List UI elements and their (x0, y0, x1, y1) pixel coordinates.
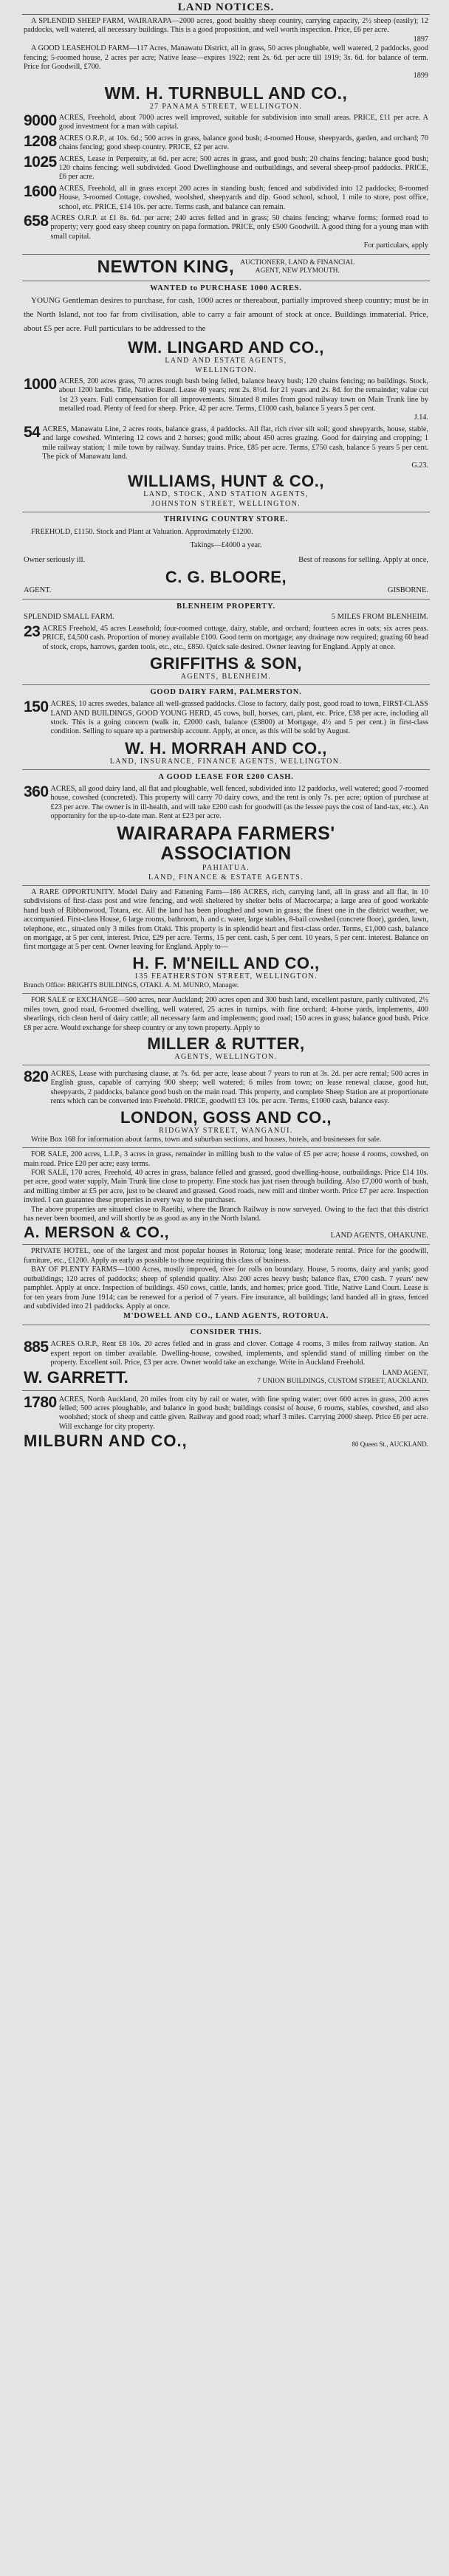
miller-rutter-advert (22, 994, 430, 1065)
lot-acreage: 1000 (24, 375, 57, 393)
agent-subtitle: PAHIATUA. (202, 863, 250, 872)
lot-item (24, 182, 428, 212)
lot-acreage: 885 (24, 1339, 49, 1356)
lot-item (24, 785, 428, 822)
agent-subtitle-line: AUCTIONEER, LAND & FINANCIAL (240, 258, 355, 267)
mcdowell-advert (22, 1245, 430, 1325)
sale-text-2: FOR SALE, 170 acres, Freehold, 40 acres in grass, balance felled and grassed, good dwelling-house, outbuildings. Price £14 10s. per acre, good water supply, Main Trunk line close to property. Fine stock has just risen through building. Also £7,000 worth of bush, and milling timber at £5 per acre, just to be cleared and grassed. Good roads, new mill and timber worth. Price £7 per acre. Inspection invited. I can guarantee these properties in every way to the purchaser. (24, 1168, 428, 1205)
lot-text: ACRES O.R.P., at 10s. 6d.; 500 acres in grass, balance good bush; 4-roomed House, sheepyards, garden, and orchard; 70 chains fencing; good sheep country. PRICE, £2 per acre. (58, 134, 428, 152)
lot-acreage: 1780 (24, 1393, 57, 1411)
merson-advert (22, 1148, 430, 1245)
milburn-advert (22, 1391, 430, 1454)
lot-text: ACRES, Freehold, all in grass except 200 acres in standing bush; fenced and subdivided into 12 paddocks; 8-roomed House, 3-roomed Cottage, cowshed, woolshed, sheepyards and dip. Good school, school, 1 mile to store, post office, school, etc. PRICE, £14 10s. per acre. Terms cash, and balance can remain. (58, 184, 428, 211)
garrett-advert (22, 1325, 430, 1390)
agent-name: M'DOWELL AND CO., LAND AGENTS, ROTORUA. (123, 1312, 329, 1321)
section-heading: THRIVING COUNTRY STORE. (163, 515, 289, 523)
lot-text: ACRES O.R.P. at £1 8s. 6d. per acre; 240 acres felled and in grass; 50 chains fencing; wharve forms; formed road to property; very good easy sheep country on papa formation. PRICE, only £500 Goodwill. A good thing for a young man with small capital. (50, 214, 428, 241)
agent-subtitle: LAND, STOCK, AND STATION AGENTS, (143, 490, 309, 498)
store-price: FREEHOLD, £1150. Stock and Plant at Valuation. Approximately £1200. (31, 527, 253, 536)
lot-item (24, 1070, 428, 1107)
agent-name: MILLER & RUTTER, (147, 1034, 305, 1053)
lot-item (24, 111, 428, 132)
agent-name: LONDON, GOSS AND CO., (120, 1107, 332, 1127)
agent-line (24, 1225, 428, 1241)
lot-acreage: 1600 (24, 182, 57, 200)
agent-name: GRIFFITHS & SON, (150, 654, 302, 673)
lot-item (24, 700, 428, 737)
lot-item (24, 425, 428, 462)
agent-name: WM. H. TURNBULL AND CO., (104, 83, 348, 103)
lot-text: ACRES, Lease in Perpetuity, at 6d. per acre; 500 acres in grass, and good bush; 20 chains fencing; balance good bush; 120 chains fencing; well subdivided. Good Dwellinghouse and outbuildings, and several sheep-proof paddocks. PRICE, £6 per acre. (58, 154, 428, 182)
subheading-line (24, 612, 428, 622)
dairy-farm-advert (22, 685, 430, 770)
agent-subtitle: JOHNSTON STREET, WELLINGTON. (151, 499, 301, 508)
sale-text-1: FOR SALE, 200 acres, L.I.P., 3 acres in grass, remainder in milling bush to the value of £5 per acre; house 4 rooms, cowshed, on main road. Price £20 per acre; easy terms. (24, 1150, 428, 1168)
turnbull-advert (22, 15, 430, 255)
mcneill-advert (22, 886, 430, 994)
lot-acreage: 658 (24, 213, 49, 230)
branch-office: Branch Office: BRIGHTS BUILDINGS, OTAKI. A. M. MUNRO, Manager. (24, 981, 239, 989)
agent-line (24, 1368, 428, 1387)
lot-text: ACRES, North Auckland, 20 miles from city by rail or water, with fine spring water; over 600 acres in grass, 200 acres felled; 500 acres ploughable, and balance in good bush; buildings consist of house, 6 rooms, stables, cowshed, and also woolshed; stock of sheep and cattle given. Railway and good road; wharf 3 miles. Carrying 2000 sheep. Price £6 per acre. Will exchange for city property. (58, 1395, 428, 1431)
agent-name: C. G. BLOORE, (165, 567, 287, 586)
owner-line (24, 555, 428, 566)
newton-king-advert (22, 255, 430, 281)
agent-name: H. F. M'NEILL AND CO., (132, 953, 320, 972)
section-heading: BLENHEIM PROPERTY. (176, 602, 275, 611)
country-store-advert (22, 512, 430, 600)
railway-note: The above properties are situated close to Raetihi, where the Branch Railway is now surveyed. Owing to the fact that this district has never been boomed, and will shortly be as good as any in the North Island. (24, 1205, 428, 1223)
section-heading: GOOD DAIRY FARM, PALMERSTON. (150, 688, 302, 697)
particulars-line: For particulars, apply (363, 241, 428, 250)
lot-text: ACRES, Lease with purchasing clause, at 7s. 6d. per acre, lease about 7 years to run at 3s. 2d. per acre rental; 500 acres in English grass, capable of carrying 900 sheep; well watered; 6 miles from town; on lease renewal clause, good hut, sheepyards, 2 paddocks, balance good bush on the main road. This property, and complete Sheep Station are at proportionate rents which can be converted into Freehold. PRICE, goodwill £3 10s. per acre. Terms, £1000 cash, balance easy. (50, 1070, 428, 1106)
lot-item (24, 134, 428, 153)
section-heading: CONSIDER THIS. (190, 1328, 262, 1337)
agent-name: WILLIAMS, HUNT & CO., (128, 471, 324, 490)
agent-name: WAIRARAPA FARMERS' (117, 823, 335, 845)
box-note: Write Box 168 for information about farms, town and suburban sections, and houses, hotels, and businesses for sale. (31, 1135, 382, 1144)
section-heading: A GOOD LEASE FOR £200 CASH. (158, 772, 294, 781)
lot-acreage: 23 (24, 622, 41, 640)
lot-acreage: 820 (24, 1068, 49, 1086)
agent-subtitle: WELLINGTON. (195, 365, 257, 374)
page-title: LAND NOTICES. (22, 0, 430, 15)
store-takings: Takings—£4000 a year. (190, 541, 262, 550)
ref-number: 1899 (413, 72, 428, 80)
london-goss-advert (22, 1065, 430, 1148)
lot-text: ACRES, Freehold, about 7000 acres well improved, suitable for subdivision into small areas. PRICE, £11 per acre. A good investment for a man with capital. (58, 113, 428, 131)
agent-name: W. H. MORRAH AND CO., (125, 738, 327, 758)
agent-role: LAND AGENTS, OHAKUNE. (330, 1232, 428, 1240)
ref-number: 1897 (413, 35, 428, 44)
agent-address: 135 FEATHERSTON STREET, WELLINGTON. (134, 972, 318, 980)
agent-subtitle (240, 259, 354, 275)
owner-note: Owner seriously ill. (24, 555, 86, 564)
lot-text: ACRES Freehold, 45 acres Leasehold; four-roomed cottage, dairy, stable, and orchard; fourteen acres in oats; six acres peas. PRICE, £4,500 cash. Proportion of money available £100. Good term on mortgage; any drainage now required; grazing 60 head of stock, crops, harrows, garden tools, etc., etc., £850. Quick sale desired. Owner leaving for England. Apply at once. (42, 624, 428, 651)
wanted-advert (22, 281, 430, 512)
agent-address: 80 Queen St., AUCKLAND. (352, 1440, 428, 1449)
lot-acreage: 54 (24, 423, 41, 441)
lot-acreage: 9000 (24, 111, 57, 129)
good-lease-advert (22, 770, 430, 886)
agent-subtitle-line: AGENT, NEW PLYMOUTH. (255, 267, 340, 275)
sheep-farm-text: A SPLENDID SHEEP FARM, WAIRARAPA—2000 acres, good healthy sheep country, carrying capacity, 2½ sheep (easily); 12 paddocks, well watered, all necessary buildings. This is a good proposition, and well worth inspection. Price, £6 per acre. (24, 17, 428, 35)
lot-text: ACRES, Manawatu Line, 2 acres roots, balance grass, 4 paddocks. All flat, rich river silt soil; good sheepyards, house, stable, and large cowshed. Wintering 12 cows and 2 horses; good milk; about 450 acres grazing. Good for dairying and cropping; 1 mile railway station; 1 mile town by railway. Sunday trains. Price, £85 per acre. Terms, £750 cash, balance 5 years 5 per cent. The pick of Manawatu land. (42, 425, 428, 461)
agent-name: WM. LINGARD AND CO., (128, 337, 324, 357)
sale-exchange-text: FOR SALE or EXCHANGE—500 acres, near Auckland; 200 acres open and 300 bush land, excellent pasture, partly cultivated, 2½ miles town, good road, 6-roomed dwelling, well watered, 25 acres in turnips, with fine orchard; 4-horse yards, implements, 400 shearlings, rich clean herd of dairy cattle; all necessary farm and implements; good road; 150 acres in grass; balance good bush. Price £8 per acre. Would exchange for sheep country or any town property. Apply to (24, 996, 428, 1032)
leasehold-farm-text: A GOOD LEASEHOLD FARM—117 Acres, Manawatu District, all in grass, 50 acres ploughable, well watered, 2 paddocks, good fencing; 5-roomed house, 2 acres per acre; Native lease—expires 1922; rent 2s. 6d. per acre till 1919; 3s. 6d. for balance of term. Price for Goodwill, £700. (24, 44, 428, 72)
lot-text: ACRES, all good dairy land, all flat and ploughable, well fenced, subdivided into 12 paddocks, well watered; good 7-roomed house, cowshed (concreted). This property will carry 70 dairy cows, and the rent is only 7s. per acre; option of purchase at £23 per acre. The owner is in ill-health, and will take £200 cash for goodwill (as the lessee pays the cost of land-tax, etc.). An opportunity for the up-to-date man. Rent at £23 per acre. (50, 784, 428, 821)
agent-subtitle-line: 7 UNION BUILDINGS, CUSTOM STREET, AUCKLAND. (257, 1377, 428, 1385)
agent-name: NEWTON KING, (97, 256, 235, 277)
dairy-fattening-text: A RARE OPPORTUNITY. Model Dairy and Fattening Farm—186 ACRES, rich, carrying land, all in grass and all flat, in 10 subdivisions of first-class post and wire fencing, and well sheltered by shelter belts of Macrocarpa; a large area of good workable hand bush of Ribbonwood, Totara, etc. All the land has been ploughed and sown in grass; the finest one in the district weather, we accompanied. First-class House, 6 large rooms, bathroom, h. and c. water, large stables, 8-bail cowshed (concrete floor), garden, lawn, telephone, etc., situated only 3 miles from Otaki. This property is in splendid heart and first-class order. Terms, £1,000 cash, balance on mortgage, at 5 per cent, interest. Price, £29 per acre. Terms, 15 per cent. cash, 5 per cent. 10 years, 5 per cent. interest. Balance on first mortgage at 5 per cent. Owner leaving for England. Apply to— (24, 887, 428, 952)
lot-acreage: 1025 (24, 153, 57, 171)
ref-number: G.23. (411, 461, 428, 470)
agent-subtitle: AGENTS, WELLINGTON. (174, 1053, 278, 1062)
agent-name: A. MERSON & CO., (24, 1224, 170, 1242)
agent-role: AGENT. (24, 585, 52, 594)
lot-item (24, 622, 428, 652)
wanted-text: YOUNG Gentleman desires to purchase, for cash, 1000 acres or thereabout, partially improved sheep country; must be in the North Island, not too far from civilisation, able to carry a fair amount of stock at once. Buildings immaterial. Price, about £5 per acre. Full particulars to be addressed to the (24, 295, 428, 333)
agent-name-line2: ASSOCIATION (160, 842, 292, 864)
agent-subtitle: LAND, INSURANCE, FINANCE AGENTS, WELLINGTON. (109, 757, 343, 766)
agent-subtitle: LAND, FINANCE & ESTATE AGENTS. (148, 873, 304, 882)
agent-address: 27 PANAMA STREET, WELLINGTON. (149, 102, 303, 111)
agent-line (24, 1432, 428, 1451)
lot-item (24, 1340, 428, 1367)
agent-subtitle (257, 1370, 428, 1386)
agent-subtitle: AGENTS, BLENHEIM. (180, 673, 272, 681)
farm-type: SPLENDID SMALL FARM. (24, 612, 114, 621)
section-heading: WANTED to PURCHASE 1000 ACRES. (150, 284, 302, 292)
agent-subtitle-line: LAND AGENT, (382, 1369, 428, 1377)
lot-text: ACRES O.R.P., Rent £8 10s. 20 acres felled and in grass and clover. Cottage 4 rooms, 3 miles from railway station. An expert report on timber available. Dwelling-house, cowshed, implements, and splendid stand of milling timber on the property. Excellent soil. Price, £3 per acre. Owner would take an exchange. Write in Auckland Freehold. (50, 1340, 428, 1367)
agent-subtitle: LAND AND ESTATE AGENTS, (165, 356, 287, 365)
bay-of-plenty-text: BAY OF PLENTY FARMS—1000 Acres, mostly improved, river for rolls on boundary. House, 5 rooms, dairy and yards; good outbuildings; 120 acres of paddocks; sheep of splendid quality. Also 200 acres heavy bush; balance flax, £700 cash. 7 years' new pamphlet. Apply at once. Inspection of buildings. 450 cows, cattle, lands, and homes; price good. Title, Native Land Court. Lease is for ten years from June 1914; can be renewed for a period of 7 years. Fire insurance, all buildings; land handed all in grass, fenced and subdivided into 21 paddocks. Apply at once. (24, 1265, 428, 1311)
ref-number: J.14. (414, 413, 428, 422)
agent-address: RIDGWAY STREET, WANGANUI. (159, 1126, 293, 1135)
lot-item (24, 155, 428, 182)
lot-text: ACRES, 10 acres swedes, balance all well-grassed paddocks. Close to factory, daily post, good road to town, FIRST-CLASS LAND AND BUILDINGS, GOOD YOUNG HERD, 45 cows, bull, horses, cart, plant, etc. Price, £38 per acre, including all stock. This is a going concern (walk in, £2000 cash, balance (£3800) at Mortgage, 4½ and 5 per cent.) in first-class condition. Selling to square up a partnership account. Apply, at once, as this will be sold by August. (50, 700, 428, 736)
agent-name: W. GARRETT. (24, 1367, 128, 1387)
selling-note: Best of reasons for selling. Apply at once, (298, 555, 428, 564)
blenheim-advert (22, 600, 430, 685)
agent-name: MILBURN AND CO., (24, 1432, 188, 1451)
lot-acreage: 360 (24, 783, 49, 800)
agent-town: GISBORNE. (387, 585, 428, 594)
hotel-text: PRIVATE HOTEL, one of the largest and most popular houses in Rotorua; long lease; moderate rental. Price for the goodwill, furniture, etc., £1200. Apply as early as possible to those requiring this class of business. (24, 1247, 428, 1265)
lot-text: ACRES, 200 acres grass, 70 acres rough bush being felled, balance heavy bush; 120 chains fencing; no buildings. Stock, about 1200 lambs. Title, Native Board. Lease 40 years; rent 2s. 8½d. for 21 years and 2s. 8d. for the remainder; value cut 1st 23 years. Full compensation for all improvements. Situated 8 miles from good railway town on Main Trunk line by metalled road. Plenty of feed for sheep. Price, 42 per acre. Terms, £1000 cash, balance 5 years 5 per cent. (58, 377, 428, 413)
lot-acreage: 150 (24, 698, 49, 716)
farm-distance: 5 MILES FROM BLENHEIM. (331, 612, 428, 621)
agent-line (24, 585, 428, 596)
lot-item (24, 1395, 428, 1432)
lot-item (24, 377, 428, 414)
lot-item (24, 214, 428, 241)
lot-acreage: 1208 (24, 132, 57, 150)
